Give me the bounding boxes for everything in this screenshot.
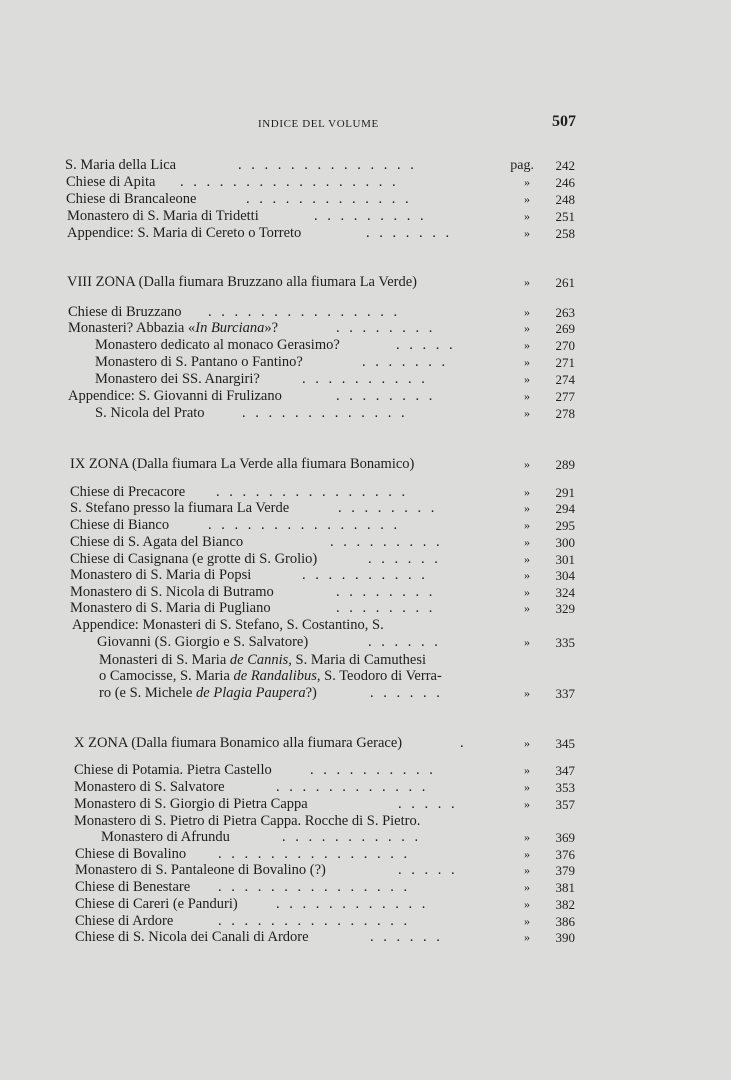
index-entry (0, 779, 731, 796)
page-marker: » (524, 355, 530, 369)
entry-page-number: 263 (555, 305, 575, 320)
entry-title: Chiese di Brancaleone (66, 191, 197, 207)
entry-page-number: 242 (555, 158, 575, 173)
entry-page-number: 357 (555, 797, 575, 812)
entry-page-number: 289 (555, 457, 575, 472)
dot-leader: . . . . . (398, 796, 455, 812)
dot-leader: . . . . . . . . . . . . . . . (218, 846, 408, 862)
dot-leader: . . . . . . . . (336, 320, 433, 336)
dot-leader: . . . . . . . . . . . . (276, 896, 426, 912)
entry-page-number: 277 (555, 389, 575, 404)
index-entry (0, 584, 731, 601)
entry-title: IX ZONA (Dalla fiumara La Verde alla fiumara Bonamico) (70, 456, 415, 472)
entry-page-number: 329 (555, 601, 575, 616)
page-marker: » (524, 226, 530, 240)
page-marker: » (524, 175, 530, 189)
index-entry (0, 274, 731, 291)
page-marker: » (524, 880, 530, 894)
index-entry (0, 829, 731, 846)
entry-page-number: 270 (555, 338, 575, 353)
page-marker: » (524, 406, 530, 420)
page-marker: » (524, 485, 530, 499)
page-marker: » (524, 338, 530, 352)
page-marker: » (524, 847, 530, 861)
dot-leader: . . . . . . . . . . (310, 762, 433, 778)
dot-leader: . . . . . . (368, 634, 438, 650)
page-marker: » (524, 686, 530, 700)
entry-page-number: 295 (555, 518, 575, 533)
index-entry (0, 534, 731, 551)
entry-title: Appendice: S. Giovanni di Frulizano (68, 388, 282, 404)
dot-leader: . . . . . . . . . . . . . . . (218, 879, 408, 895)
index-entry (0, 208, 731, 225)
entry-page-number: 251 (555, 209, 575, 224)
index-entry (0, 225, 731, 242)
entry-page-number: 337 (555, 686, 575, 701)
entry-page-number: 345 (555, 736, 575, 751)
entry-title: Appendice: S. Maria di Cereto o Torreto (67, 225, 302, 241)
entry-page-number: 381 (555, 880, 575, 895)
entry-title: Monastero di S. Pantaleone di Bovalino (?) (75, 862, 326, 878)
entry-title: Monastero di S. Maria di Popsi (70, 567, 252, 583)
page-marker: » (524, 897, 530, 911)
dot-leader: . . . . . . . . . . . . . . . . . (180, 174, 396, 190)
entry-title: ro (e S. Michele de Plagia Paupera?) (99, 685, 317, 701)
index-entry (0, 652, 731, 669)
index-entry (0, 517, 731, 534)
entry-title: Monastero di S. Giorgio di Pietra Cappa (74, 796, 308, 812)
index-entry (0, 304, 731, 321)
dot-leader: . . . . . (396, 337, 453, 353)
entry-title: Appendice: Monasteri di S. Stefano, S. Costantino, S. (72, 617, 384, 633)
dot-leader: . (460, 735, 464, 751)
index-entry (0, 762, 731, 779)
entry-page-number: 390 (555, 930, 575, 945)
entry-page-number: 382 (555, 897, 575, 912)
page-marker: » (524, 275, 530, 289)
entry-title: Monastero di S. Salvatore (74, 779, 225, 795)
index-entry (0, 456, 731, 473)
entry-title: Chiese di Bianco (70, 517, 170, 533)
dot-leader: . . . . . . . . . . . . . (242, 405, 405, 421)
dot-leader: . . . . . . . (362, 354, 446, 370)
index-entry (0, 796, 731, 813)
dot-leader: . . . . . . . . . . . . . . . (208, 304, 398, 320)
index-entry (0, 371, 731, 388)
index-entry (0, 484, 731, 501)
entry-page-number: 353 (555, 780, 575, 795)
dot-leader: . . . . . . . . . . . . . (246, 191, 409, 207)
page-marker: » (524, 930, 530, 944)
index-entry (0, 405, 731, 422)
dot-leader: . . . . . . . . (338, 500, 435, 516)
page-marker: » (524, 321, 530, 335)
dot-leader: . . . . . . . . . . . . (276, 779, 426, 795)
entry-page-number: 369 (555, 830, 575, 845)
entry-page-number: 278 (555, 406, 575, 421)
page-marker: » (524, 305, 530, 319)
index-entry (0, 567, 731, 584)
entry-page-number: 261 (555, 275, 575, 290)
dot-leader: . . . . . . (370, 929, 440, 945)
index-entry (0, 354, 731, 371)
entry-page-number: 274 (555, 372, 575, 387)
dot-leader: . . . . . . . . . . (302, 371, 425, 387)
index-entry (0, 174, 731, 191)
entry-title: Chiese di Bruzzano (68, 304, 182, 320)
page-marker: pag. (510, 158, 534, 173)
page-marker: » (524, 863, 530, 877)
index-entry (0, 191, 731, 208)
entry-page-number: 269 (555, 321, 575, 336)
entry-title: Chiese di Casignana (e grotte di S. Grolio) (70, 551, 318, 567)
entry-title: Monastero dei SS. Anargiri? (95, 371, 260, 387)
entry-page-number: 304 (555, 568, 575, 583)
page-marker: » (524, 535, 530, 549)
entry-title: VIII ZONA (Dalla fiumara Bruzzano alla fiumara La Verde) (67, 274, 417, 290)
page-marker: » (524, 568, 530, 582)
index-entry (0, 685, 731, 702)
page-marker: » (524, 209, 530, 223)
entry-page-number: 246 (555, 175, 575, 190)
entry-title: Chiese di Potamia. Pietra Castello (74, 762, 272, 778)
index-entry (0, 500, 731, 517)
index-entry (0, 879, 731, 896)
entry-page-number: 335 (555, 635, 575, 650)
entry-title: Monastero di S. Pietro di Pietra Cappa. Rocche di S. Pietro. (74, 813, 421, 829)
page-marker: » (524, 552, 530, 566)
page-marker: » (524, 372, 530, 386)
entry-page-number: 379 (555, 863, 575, 878)
entry-title: Chiese di Precacore (70, 484, 186, 500)
entry-title: Monastero di Afrundu (101, 829, 230, 845)
index-entry (0, 846, 731, 863)
page-marker: » (524, 457, 530, 471)
entry-title: Chiese di Ardore (75, 913, 174, 929)
page-number: 507 (552, 113, 576, 130)
dot-leader: . . . . . . (370, 685, 440, 701)
index-entry (0, 735, 731, 752)
dot-leader: . . . . . . . . . . . (282, 829, 419, 845)
page-marker: » (524, 389, 530, 403)
entry-title: Chiese di Benestare (75, 879, 191, 895)
page-marker: » (524, 585, 530, 599)
entry-title: S. Nicola del Prato (95, 405, 205, 421)
dot-leader: . . . . . . . . . . (302, 567, 425, 583)
page-marker: » (524, 830, 530, 844)
entry-title: Chiese di Bovalino (75, 846, 187, 862)
index-entry (0, 634, 731, 651)
entry-title: S. Stefano presso la fiumara La Verde (70, 500, 290, 516)
entry-title: Monastero di S. Pantano o Fantino? (95, 354, 303, 370)
dot-leader: . . . . . . . . (336, 388, 433, 404)
index-entry (0, 551, 731, 568)
entry-title: Monastero di S. Maria di Tridetti (67, 208, 259, 224)
entry-page-number: 324 (555, 585, 575, 600)
entry-page-number: 301 (555, 552, 575, 567)
dot-leader: . . . . . . . . . . . . . . . (216, 484, 406, 500)
index-entry (0, 929, 731, 946)
index-entry (0, 862, 731, 879)
entry-title: Chiese di Apita (66, 174, 156, 190)
entry-title: o Camocisse, S. Maria de Randalibus, S. Teodoro di Verra- (99, 668, 442, 684)
page-marker: » (524, 635, 530, 649)
entry-page-number: 386 (555, 914, 575, 929)
entry-page-number: 376 (555, 847, 575, 862)
entry-page-number: 248 (555, 192, 575, 207)
entry-page-number: 347 (555, 763, 575, 778)
running-header: INDICE DEL VOLUME (258, 118, 379, 130)
page-marker: » (524, 780, 530, 794)
page-marker: » (524, 914, 530, 928)
entry-title: Monasteri? Abbazia «In Burciana»? (68, 320, 279, 336)
dot-leader: . . . . . . . . . . . . . . . (218, 913, 408, 929)
index-entry (0, 617, 731, 634)
entry-page-number: 294 (555, 501, 575, 516)
entry-page-number: 291 (555, 485, 575, 500)
index-entry (0, 913, 731, 930)
index-entry (0, 600, 731, 617)
entry-title: Giovanni (S. Giorgio e S. Salvatore) (97, 634, 309, 650)
dot-leader: . . . . . (398, 862, 455, 878)
index-entry (0, 337, 731, 354)
entry-page-number: 300 (555, 535, 575, 550)
dot-leader: . . . . . . . . (336, 600, 433, 616)
entry-title: X ZONA (Dalla fiumara Bonamico alla fiumara Gerace) (74, 735, 403, 751)
dot-leader: . . . . . . . . . . . . . . . (208, 517, 398, 533)
dot-leader: . . . . . . . . . (330, 534, 440, 550)
index-entry (0, 668, 731, 685)
entry-title: Monastero di S. Maria di Pugliano (70, 600, 271, 616)
index-entry (0, 896, 731, 913)
entry-page-number: 258 (555, 226, 575, 241)
index-entry (0, 813, 731, 830)
entry-title: Monasteri di S. Maria de Cannis, S. Maria di Camuthesi (99, 652, 427, 668)
index-entry (0, 157, 731, 174)
index-entry (0, 320, 731, 337)
entry-title: Chiese di Careri (e Panduri) (75, 896, 238, 912)
entry-page-number: 271 (555, 355, 575, 370)
page-marker: » (524, 797, 530, 811)
entry-title: Chiese di S. Nicola dei Canali di Ardore (75, 929, 309, 945)
index-entry (0, 388, 731, 405)
page-marker: » (524, 518, 530, 532)
entry-title: Monastero dedicato al monaco Gerasimo? (95, 337, 340, 353)
page-marker: » (524, 763, 530, 777)
dot-leader: . . . . . . . (366, 225, 450, 241)
page-marker: » (524, 736, 530, 750)
dot-leader: . . . . . . . . (336, 584, 433, 600)
dot-leader: . . . . . . (368, 551, 438, 567)
page-marker: » (524, 501, 530, 515)
dot-leader: . . . . . . . . . . . . . . (238, 157, 414, 173)
entry-title: Chiese di S. Agata del Bianco (70, 534, 244, 550)
entry-title: Monastero di S. Nicola di Butramo (70, 584, 274, 600)
dot-leader: . . . . . . . . . (314, 208, 424, 224)
entry-title: S. Maria della Lica (65, 157, 177, 173)
page-marker: » (524, 192, 530, 206)
page-marker: » (524, 601, 530, 615)
